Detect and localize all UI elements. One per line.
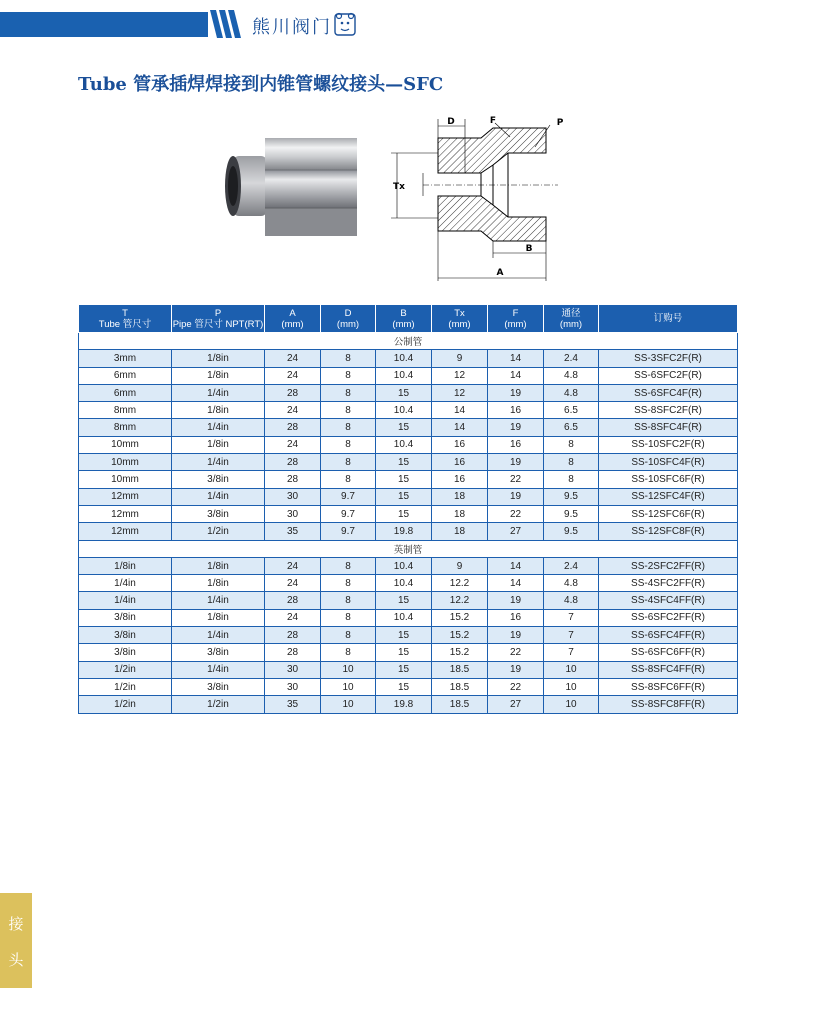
table-cell: 12.2 xyxy=(432,575,488,592)
table-cell: 19 xyxy=(488,454,544,471)
table-row xyxy=(79,678,738,695)
table-cell: 19.8 xyxy=(376,523,432,540)
table-cell: 18.5 xyxy=(432,678,488,695)
table-cell: 14 xyxy=(432,419,488,436)
table-cell: 6.5 xyxy=(544,402,599,419)
table-cell: 8mm xyxy=(79,402,172,419)
table-cell: SS-6SFC6FF(R) xyxy=(599,644,738,661)
table-cell: 19 xyxy=(488,488,544,505)
table-cell: 27 xyxy=(488,523,544,540)
table-cell: 35 xyxy=(265,523,321,540)
table-cell: 24 xyxy=(265,557,321,574)
table-cell: SS-6SFC4F(R) xyxy=(599,384,738,401)
table-cell: 6mm xyxy=(79,384,172,401)
table-cell: 15.2 xyxy=(432,609,488,626)
table-cell: 8 xyxy=(321,644,376,661)
table-cell: SS-8SFC6FF(R) xyxy=(599,678,738,695)
table-cell: 1/8in xyxy=(172,609,265,626)
dim-label-b: B xyxy=(525,244,533,254)
table-cell: 1/2in xyxy=(79,696,172,713)
table-cell: 12.2 xyxy=(432,592,488,609)
col-header-bore: 通径 (mm) xyxy=(544,305,599,333)
table-cell: 15 xyxy=(376,384,432,401)
table-cell: 8 xyxy=(321,367,376,384)
table-cell: 3/8in xyxy=(172,678,265,695)
table-cell: 1/4in xyxy=(172,488,265,505)
table-cell: 4.8 xyxy=(544,575,599,592)
table-cell: SS-8SFC2F(R) xyxy=(599,402,738,419)
table-header-row xyxy=(79,305,738,333)
table-cell: 6mm xyxy=(79,367,172,384)
table-cell: SS-12SFC8F(R) xyxy=(599,523,738,540)
table-row xyxy=(79,661,738,678)
table-cell: 19 xyxy=(488,419,544,436)
table-cell: 18.5 xyxy=(432,661,488,678)
table-cell: 10mm xyxy=(79,471,172,488)
table-cell: 1/4in xyxy=(172,384,265,401)
table-cell: 10.4 xyxy=(376,436,432,453)
table-cell: 1/4in xyxy=(172,661,265,678)
table-cell: 1/8in xyxy=(79,557,172,574)
table-row xyxy=(79,644,738,661)
table-cell: 18.5 xyxy=(432,696,488,713)
table-row xyxy=(79,419,738,436)
col-header-pipe: P Pipe 管尺寸 NPT(RT) xyxy=(172,305,265,333)
table-row xyxy=(79,523,738,540)
table-cell: SS-2SFC2FF(R) xyxy=(599,557,738,574)
table-cell: 9.7 xyxy=(321,488,376,505)
table-cell: 1/8in xyxy=(172,575,265,592)
table-row xyxy=(79,609,738,626)
table-row xyxy=(79,384,738,401)
table-cell: 3/8in xyxy=(79,609,172,626)
table-row xyxy=(79,575,738,592)
table-cell: 9 xyxy=(432,350,488,367)
table-cell: 35 xyxy=(265,696,321,713)
table-cell: 18 xyxy=(432,505,488,522)
table-row xyxy=(79,592,738,609)
table-cell: 10mm xyxy=(79,454,172,471)
table-cell: 1/4in xyxy=(172,592,265,609)
table-row xyxy=(79,402,738,419)
col-header-f: F (mm) xyxy=(488,305,544,333)
table-cell: 3/8in xyxy=(79,644,172,661)
table-cell: 15.2 xyxy=(432,644,488,661)
cross-section-drawing xyxy=(383,113,583,285)
table-cell: 14 xyxy=(432,402,488,419)
table-cell: 1/2in xyxy=(79,661,172,678)
table-cell: 24 xyxy=(265,350,321,367)
table-cell: 16 xyxy=(432,454,488,471)
table-cell: 4.8 xyxy=(544,592,599,609)
table-cell: 28 xyxy=(265,454,321,471)
table-cell: SS-8SFC4F(R) xyxy=(599,419,738,436)
table-cell: 1/4in xyxy=(172,627,265,644)
table-cell: SS-3SFC2F(R) xyxy=(599,350,738,367)
table-cell: 8 xyxy=(544,454,599,471)
table-cell: 9.5 xyxy=(544,523,599,540)
table-cell: 24 xyxy=(265,609,321,626)
brand-name: 熊川阀门 xyxy=(252,17,332,38)
table-body xyxy=(79,333,738,714)
table-row xyxy=(79,557,738,574)
col-header-a: A (mm) xyxy=(265,305,321,333)
table-cell: 12mm xyxy=(79,505,172,522)
table-cell: 10 xyxy=(544,696,599,713)
table-cell: 1/8in xyxy=(172,436,265,453)
table-cell: 9.7 xyxy=(321,523,376,540)
table-cell: 28 xyxy=(265,592,321,609)
page-title: Tube 管承插焊焊接到内锥管螺纹接头—SFC xyxy=(78,74,444,95)
table-cell: 1/8in xyxy=(172,350,265,367)
dim-label-a: A xyxy=(496,268,504,278)
table-cell: 12mm xyxy=(79,488,172,505)
table-cell: 14 xyxy=(488,350,544,367)
table-cell: 8 xyxy=(321,402,376,419)
table-section-row xyxy=(79,333,738,350)
table-row xyxy=(79,627,738,644)
col-header-tx: Tx (mm) xyxy=(432,305,488,333)
table-cell: 1/4in xyxy=(172,419,265,436)
table-cell: 8 xyxy=(321,454,376,471)
dim-label-p: P xyxy=(556,118,564,128)
table-cell: 1/2in xyxy=(172,523,265,540)
dim-label-tx: Tx xyxy=(393,182,405,192)
table-cell: 15 xyxy=(376,661,432,678)
table-cell: 30 xyxy=(265,488,321,505)
table-cell: 10 xyxy=(321,661,376,678)
table-cell: 9.5 xyxy=(544,488,599,505)
table-cell: 9.7 xyxy=(321,505,376,522)
table-cell: 8mm xyxy=(79,419,172,436)
table-cell: 7 xyxy=(544,627,599,644)
table-cell: 16 xyxy=(432,436,488,453)
table-row xyxy=(79,488,738,505)
table-cell: 15 xyxy=(376,419,432,436)
table-cell: 6.5 xyxy=(544,419,599,436)
table-row xyxy=(79,350,738,367)
table-cell: 19 xyxy=(488,627,544,644)
table-cell: 8 xyxy=(321,384,376,401)
table-cell: 8 xyxy=(321,436,376,453)
table-cell: 1/4in xyxy=(172,454,265,471)
table-cell: 10 xyxy=(544,678,599,695)
table-cell: 15 xyxy=(376,592,432,609)
table-cell: 12mm xyxy=(79,523,172,540)
table-cell: 28 xyxy=(265,644,321,661)
table-cell: 15.2 xyxy=(432,627,488,644)
table-cell: 28 xyxy=(265,419,321,436)
brand-stripes-icon xyxy=(210,10,246,38)
table-cell: 8 xyxy=(321,627,376,644)
table-cell: 15 xyxy=(376,488,432,505)
table-cell: 4.8 xyxy=(544,384,599,401)
dim-label-d: D xyxy=(447,117,455,127)
table-cell: 8 xyxy=(321,592,376,609)
table-cell: 9 xyxy=(432,557,488,574)
table-cell: 19 xyxy=(488,661,544,678)
table-cell: 14 xyxy=(488,367,544,384)
table-cell: 16 xyxy=(488,402,544,419)
table-cell: 18 xyxy=(432,488,488,505)
table-cell: 2.4 xyxy=(544,557,599,574)
table-cell: 24 xyxy=(265,436,321,453)
bear-logo-icon xyxy=(333,11,357,37)
table-cell: 22 xyxy=(488,644,544,661)
table-row xyxy=(79,696,738,713)
table-cell: 16 xyxy=(488,436,544,453)
table-cell: 18 xyxy=(432,523,488,540)
table-cell: 27 xyxy=(488,696,544,713)
table-cell: 19 xyxy=(488,592,544,609)
table-cell: 19.8 xyxy=(376,696,432,713)
table-cell: 8 xyxy=(321,557,376,574)
table-cell: SS-10SFC2F(R) xyxy=(599,436,738,453)
table-cell: 8 xyxy=(544,436,599,453)
table-cell: 8 xyxy=(321,350,376,367)
table-cell: 15 xyxy=(376,454,432,471)
table-cell: 24 xyxy=(265,575,321,592)
table-cell: 10.4 xyxy=(376,350,432,367)
section-side-tab xyxy=(0,893,32,988)
table-row xyxy=(79,454,738,471)
table-cell: 30 xyxy=(265,661,321,678)
table-cell: 8 xyxy=(321,609,376,626)
col-header-d: D (mm) xyxy=(321,305,376,333)
table-cell: 14 xyxy=(488,557,544,574)
table-cell: 3/8in xyxy=(172,471,265,488)
table-cell: 1/4in xyxy=(79,575,172,592)
table-cell: 15 xyxy=(376,644,432,661)
table-cell: SS-4SFC4FF(R) xyxy=(599,592,738,609)
col-header-b: B (mm) xyxy=(376,305,432,333)
table-cell: 16 xyxy=(432,471,488,488)
col-header-tube: T Tube 管尺寸 xyxy=(79,305,172,333)
table-cell: SS-6SFC2F(R) xyxy=(599,367,738,384)
table-cell: 12 xyxy=(432,367,488,384)
table-cell: SS-6SFC4FF(R) xyxy=(599,627,738,644)
table-row xyxy=(79,471,738,488)
col-header-order-no: 订购号 xyxy=(599,305,738,333)
table-cell: 22 xyxy=(488,505,544,522)
table-cell: 7 xyxy=(544,644,599,661)
table-cell: 10.4 xyxy=(376,557,432,574)
table-cell: 10.4 xyxy=(376,575,432,592)
table-cell: 28 xyxy=(265,627,321,644)
table-cell: 10 xyxy=(321,678,376,695)
dim-label-f: F xyxy=(489,116,497,126)
table-row xyxy=(79,367,738,384)
table-cell: 28 xyxy=(265,471,321,488)
table-cell: 16 xyxy=(488,609,544,626)
table-cell: 15 xyxy=(376,627,432,644)
header-blue-bar xyxy=(0,12,208,37)
table-cell: 1/8in xyxy=(172,557,265,574)
table-cell: 22 xyxy=(488,678,544,695)
table-cell: 19 xyxy=(488,384,544,401)
table-cell: 10.4 xyxy=(376,402,432,419)
table-cell: SS-4SFC2FF(R) xyxy=(599,575,738,592)
product-photo xyxy=(221,138,361,238)
table-row xyxy=(79,505,738,522)
table-cell: 9.5 xyxy=(544,505,599,522)
table-cell: 10.4 xyxy=(376,609,432,626)
table-cell: 10 xyxy=(544,661,599,678)
table-cell: 4.8 xyxy=(544,367,599,384)
table-cell: 15 xyxy=(376,471,432,488)
table-cell: 1/8in xyxy=(172,367,265,384)
side-tab-char: 头 xyxy=(8,951,24,969)
table-cell: 1/8in xyxy=(172,402,265,419)
table-cell: 10.4 xyxy=(376,367,432,384)
table-cell: SS-8SFC4FF(R) xyxy=(599,661,738,678)
table-cell: 28 xyxy=(265,384,321,401)
table-cell: 10mm xyxy=(79,436,172,453)
table-cell: SS-10SFC4F(R) xyxy=(599,454,738,471)
table-cell: 8 xyxy=(544,471,599,488)
table-cell: 3mm xyxy=(79,350,172,367)
section-label: 英制管 xyxy=(79,540,738,557)
section-label: 公制管 xyxy=(79,333,738,350)
table-cell: 8 xyxy=(321,419,376,436)
table-cell: 3/8in xyxy=(79,627,172,644)
table-cell: 8 xyxy=(321,575,376,592)
table-cell: 14 xyxy=(488,575,544,592)
table-cell: 7 xyxy=(544,609,599,626)
table-cell: 1/2in xyxy=(172,696,265,713)
table-cell: 1/4in xyxy=(79,592,172,609)
table-section-row xyxy=(79,540,738,557)
side-tab-char: 接 xyxy=(8,915,24,933)
table-cell: 15 xyxy=(376,678,432,695)
table-cell: 30 xyxy=(265,678,321,695)
table-cell: SS-10SFC6F(R) xyxy=(599,471,738,488)
table-row xyxy=(79,436,738,453)
table-cell: 3/8in xyxy=(172,644,265,661)
table-cell: 3/8in xyxy=(172,505,265,522)
table-cell: 24 xyxy=(265,367,321,384)
table-cell: 22 xyxy=(488,471,544,488)
table-cell: SS-6SFC2FF(R) xyxy=(599,609,738,626)
table-cell: 15 xyxy=(376,505,432,522)
table-cell: SS-8SFC8FF(R) xyxy=(599,696,738,713)
table-cell: 8 xyxy=(321,471,376,488)
table-cell: 24 xyxy=(265,402,321,419)
spec-table xyxy=(78,304,738,714)
table-cell: SS-12SFC6F(R) xyxy=(599,505,738,522)
table-cell: 2.4 xyxy=(544,350,599,367)
table-cell: 30 xyxy=(265,505,321,522)
table-cell: 12 xyxy=(432,384,488,401)
table-cell: 10 xyxy=(321,696,376,713)
table-cell: SS-12SFC4F(R) xyxy=(599,488,738,505)
table-cell: 1/2in xyxy=(79,678,172,695)
